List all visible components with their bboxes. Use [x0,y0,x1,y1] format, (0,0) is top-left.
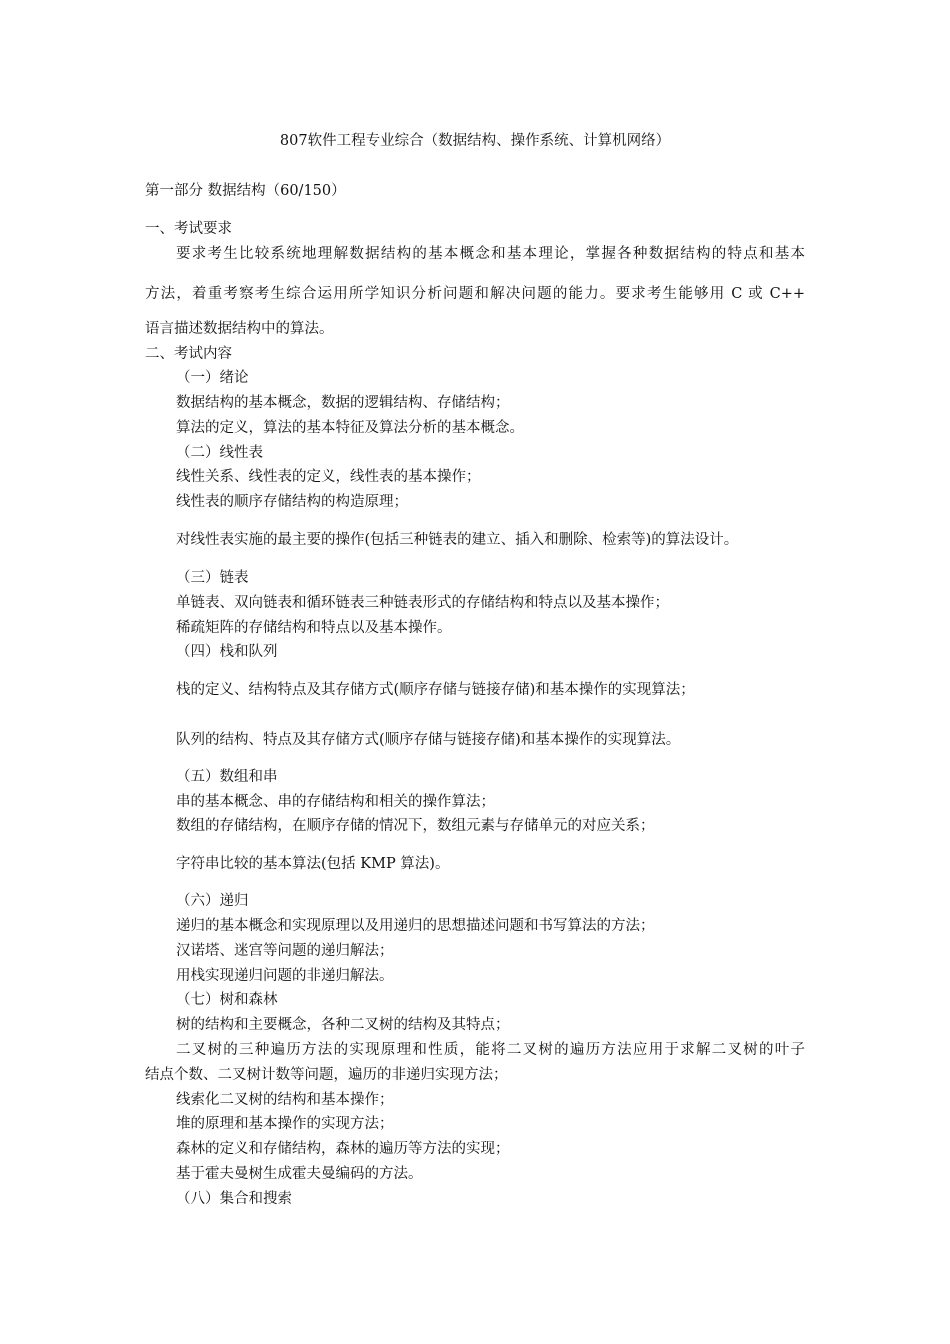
list-item: 汉诺塔、迷宫等问题的递归解法； [176,943,394,959]
chapter-heading: （四）栈和队列 [176,644,278,660]
list-item: 线性表的顺序存储结构的构造原理； [176,494,408,510]
list-item: 递归的基本概念和实现原理以及用递归的思想描述问题和书写算法的方法； [176,918,655,934]
section-heading: 一、考试要求 [145,221,232,237]
list-item: 用栈实现递归问题的非递归解法。 [176,968,394,984]
chapter-heading: （六）递归 [176,893,249,909]
list-item: 数据结构的基本概念，数据的逻辑结构、存储结构； [176,395,510,411]
list-item: 稀疏矩阵的存储结构和特点以及基本操作。 [176,620,452,636]
list-item: 线性关系、线性表的定义，线性表的基本操作； [176,469,481,485]
section-heading: 二、考试内容 [145,346,232,362]
paragraph-line: 要求考生比较系统地理解数据结构的基本概念和基本理论，掌握各种数据结构的特点和基本 [176,246,805,262]
list-item: 对线性表实施的最主要的操作(包括三种链表的建立、插入和删除、检索等)的算法设计。 [176,532,739,548]
chapter-heading: （一）绪论 [176,370,249,386]
list-item: 数组的存储结构，在顺序存储的情况下，数组元素与存储单元的对应关系； [176,818,655,834]
list-item: 森林的定义和存储结构，森林的遍历等方法的实现； [176,1141,510,1157]
list-item: 算法的定义，算法的基本特征及算法分析的基本概念。 [176,420,524,436]
chapter-heading: （七）树和森林 [176,992,278,1008]
list-item: 基于霍夫曼树生成霍夫曼编码的方法。 [176,1166,423,1182]
chapter-heading: （二）线性表 [176,445,263,461]
list-item: 队列的结构、特点及其存储方式(顺序存储与链接存储)和基本操作的实现算法。 [176,732,681,748]
chapter-heading: （五）数组和串 [176,769,278,785]
list-item: 二叉树的三种遍历方法的实现原理和性质，能将二叉树的遍历方法应用于求解二叉树的叶子 [176,1042,805,1058]
list-item: 栈的定义、结构特点及其存储方式(顺序存储与链接存储)和基本操作的实现算法； [176,682,695,698]
list-item: 串的基本概念、串的存储结构和相关的操作算法； [176,794,495,810]
chapter-heading: （三）链表 [176,570,249,586]
part-heading: 第一部分 数据结构（60/150） [145,183,346,199]
list-item: 树的结构和主要概念，各种二叉树的结构及其特点； [176,1017,510,1033]
list-item: 线索化二叉树的结构和基本操作； [176,1092,394,1108]
document-title: 807软件工程专业综合（数据结构、操作系统、计算机网络） [279,133,671,149]
list-item: 结点个数、二叉树计数等问题，遍历的非递归实现方法； [145,1067,508,1083]
paragraph-line: 语言描述数据结构中的算法。 [145,321,334,337]
list-item: 堆的原理和基本操作的实现方法； [176,1116,394,1132]
chapter-heading: （八）集合和搜索 [176,1191,292,1207]
list-item: 单链表、双向链表和循环链表三种链表形式的存储结构和特点以及基本操作； [176,595,669,611]
list-item: 字符串比较的基本算法(包括 KMP 算法)。 [176,856,450,872]
paragraph-line: 方法，着重考察考生综合运用所学知识分析问题和解决问题的能力。要求考生能够用 C 或 C++ [145,286,805,302]
